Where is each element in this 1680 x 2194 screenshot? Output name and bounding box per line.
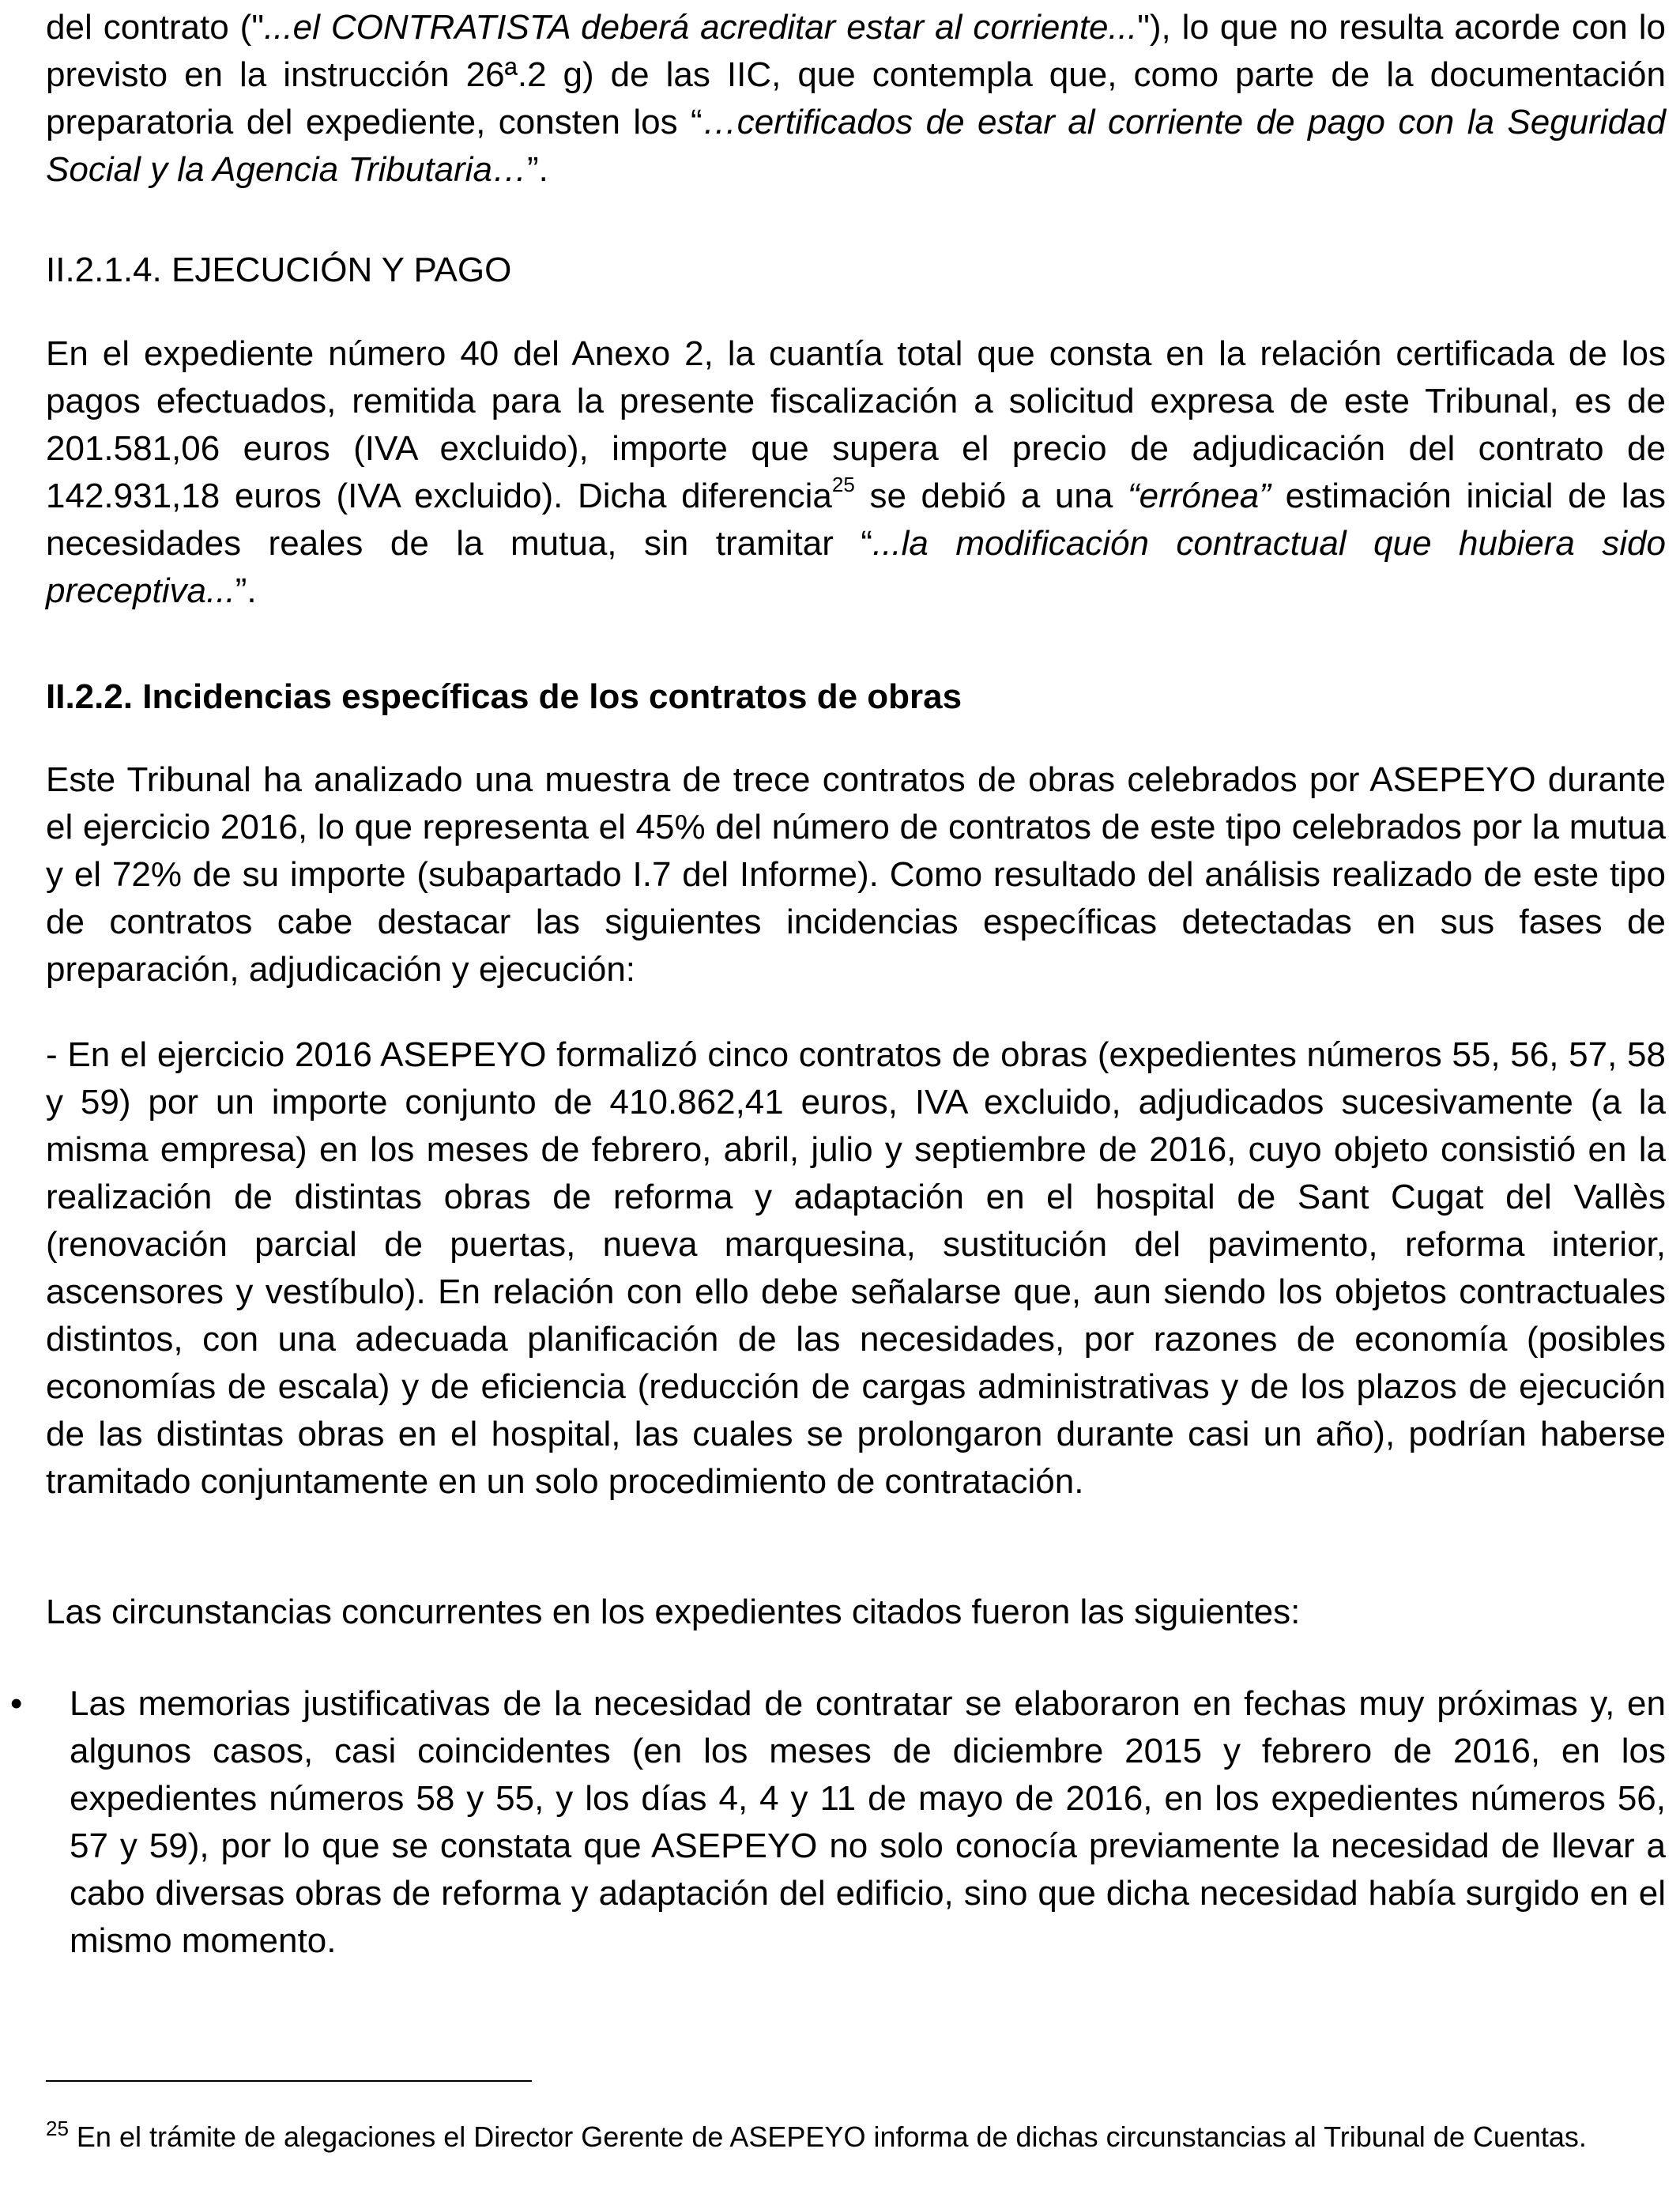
paragraph-circunstancias-intro: Las circunstancias concurrentes en los expedientes citados fueron las siguientes: bbox=[46, 1593, 1301, 1631]
footnote-text: En el trámite de alegaciones el Director Gerente de ASEPEYO informa de dichas circunstancias al Tribunal de Cuentas. bbox=[68, 2120, 1587, 2153]
footnote-number: 25 bbox=[46, 2117, 69, 2140]
text-run: ”. bbox=[235, 571, 257, 610]
text-run: del contrato (" bbox=[46, 8, 264, 47]
section-heading-ejecucion-pago: II.2.1.4. EJECUCIÓN Y PAGO bbox=[46, 251, 512, 289]
text-run: ”. bbox=[526, 150, 548, 189]
paragraph-ejecucion-pago bbox=[46, 330, 1666, 615]
footnote-separator bbox=[46, 2080, 532, 2082]
italic-quote: ...el CONTRATISTA deberá acreditar estar al corriente... bbox=[263, 8, 1138, 47]
paragraph-contract-certificates bbox=[46, 4, 1666, 194]
text-run: estimación inicial de las necesidades reales de la mutua, sin tramitar “ bbox=[46, 477, 1666, 563]
text-run: "), lo que no resulta acorde con lo previsto en la instrucción 26ª.2 g) de las IIC, que contempla que, como parte de la documentación preparatoria del expediente, consten los “ bbox=[46, 8, 1666, 141]
footnote-25 bbox=[46, 2117, 1666, 2154]
italic-quote: “errónea” bbox=[1127, 477, 1271, 515]
footnote-reference[interactable]: 25 bbox=[831, 473, 855, 496]
italic-quote: ...la modificación contractual que hubiera sido preceptiva... bbox=[46, 524, 1666, 610]
bullet-marker: • bbox=[10, 1684, 23, 1723]
italic-quote: …certificados de estar al corriente de pago con la Seguridad Social y la Agencia Tributaria… bbox=[46, 103, 1666, 189]
text-run: se debió a una bbox=[854, 477, 1128, 515]
section-heading-contratos-obras: II.2.2. Incidencias específicas de los contratos de obras bbox=[46, 677, 962, 716]
paragraph-cinco-contratos: - En el ejercicio 2016 ASEPEYO formalizó cinco contratos de obras (expedientes números 55, 56, 57, 58 y 59) por un importe conjunto de 410.862,41 euros, IVA excluido, adjudicados sucesivamente (a la misma empresa) en los meses de febrero, abril, julio y septiembre de 2016, cuyo objeto consistió en la realización de distintas obras de reforma y adaptación en el hospital de Sant Cugat del Vallès (renovación parcial de puertas, nueva marquesina, sustitución del pavimento, reforma interior, ascensores y vestíbulo). En relación con ello debe señalarse que, aun siendo los objetos contractuales distintos, con una adecuada planificación de las necesidades, por razones de economía (posibles economías de escala) y de eficiencia (reducción de cargas administrativas y de los plazos de ejecución de las distintas obras en el hospital, las cuales se prolongaron durante casi un año), podrían haberse tramitado conjuntamente en un solo procedimiento de contratación. bbox=[46, 1035, 1666, 1501]
paragraph-muestra-contratos: Este Tribunal ha analizado una muestra de trece contratos de obras celebrados por ASEPEYO durante el ejercicio 2016, lo que representa el 45% del número de contratos de este tipo celebrados por la mutua y el 72% de su importe (subapartado I.7 del Informe). Como resultado del análisis realizado de este tipo de contratos cabe destacar las siguientes incidencias específicas detectadas en sus fases de preparación, adjudicación y ejecución: bbox=[46, 760, 1666, 989]
text-run: En el expediente número 40 del Anexo 2, la cuantía total que consta en la relación certificada de los pagos efectuados, remitida para la presente fiscalización a solicitud expresa de este Tribunal, es de 201.581,06 euros (IVA excluido), importe que supera el precio de adjudicación del contrato de 142.931,18 euros (IVA excluido). Dicha diferencia bbox=[46, 334, 1666, 515]
bullet-item-memorias: Las memorias justificativas de la necesidad de contratar se elaboraron en fechas muy próximas y, en algunos casos, casi coincidentes (en los meses de diciembre 2015 y febrero de 2016, en los expedientes números 58 y 55, y los días 4, 4 y 11 de mayo de 2016, en los expedientes números 56, 57 y 59), por lo que se constata que ASEPEYO no solo conocía previamente la necesidad de llevar a cabo diversas obras de reforma y adaptación del edificio, sino que dicha necesidad había surgido en el mismo momento. bbox=[70, 1684, 1666, 1960]
